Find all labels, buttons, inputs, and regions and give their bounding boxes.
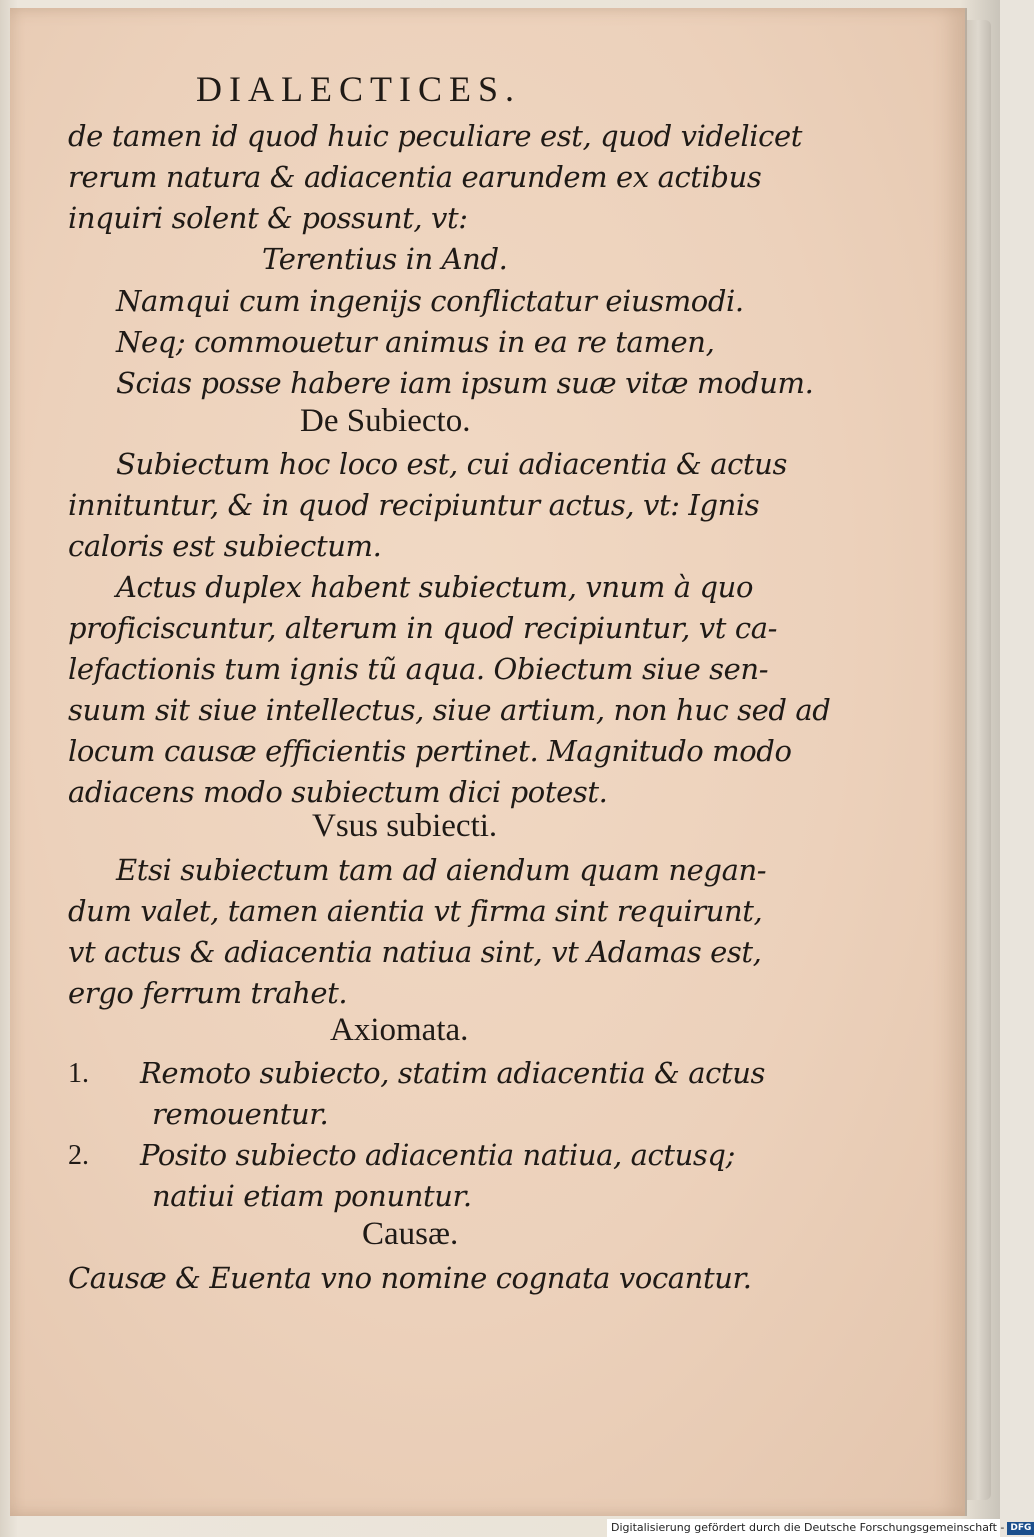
running-head: DIALECTICES. [196, 69, 521, 109]
section-heading-axiomata: Axiomata. [330, 1012, 469, 1048]
text-line: vt actus & adiacentia natiua sint, vt Adamas est, [68, 935, 762, 969]
text-line: ergo ferrum trahet. [68, 976, 348, 1010]
text-line: rerum natura & adiacentia earundem ex actibus [68, 160, 762, 194]
section-heading-de-subiecto: De Subiecto. [300, 403, 471, 439]
digitization-footer [607, 1519, 1032, 1537]
text-line: adiacens modo subiectum dici potest. [68, 775, 608, 809]
text-line: Subiectum hoc loco est, cui adiacentia & actus [116, 447, 787, 481]
verse-line: Neq; commouetur animus in ea re tamen, [116, 325, 715, 359]
text-line: caloris est subiectum. [68, 529, 382, 563]
section-heading-vsus-subiecti: Vsus subiecti. [312, 808, 498, 844]
text-line: inquiri solent & possunt, vt: [68, 201, 468, 235]
verse-line: Scias posse habere iam ipsum suæ vitæ modum. [116, 366, 814, 400]
axiom-line: natiui etiam ponuntur. [152, 1179, 472, 1213]
axiom-line: Remoto subiecto, statim adiacentia & actus [140, 1056, 766, 1090]
text-line: innituntur, & in quod recipiuntur actus, vt: Ignis [68, 488, 760, 522]
text-line: lefactionis tum ignis tũ aqua. Obiectum siue sen- [68, 652, 769, 686]
source-citation: Terentius in And. [262, 242, 508, 276]
text-line: proficiscuntur, alterum in quod recipiuntur, vt ca- [68, 611, 777, 645]
text-line: Etsi subiectum tam ad aiendum quam negan- [116, 853, 767, 887]
axiom-number: 1. [68, 1058, 89, 1089]
text-line: suum sit siue intellectus, siue artium, non huc sed ad [68, 693, 831, 727]
section-heading-causae: Causæ. [362, 1216, 459, 1252]
text-line: Actus duplex habent subiectum, vnum à quo [116, 570, 754, 604]
text-line: Causæ & Euenta vno nomine cognata vocantur. [68, 1261, 752, 1295]
axiom-line: remouentur. [152, 1097, 329, 1131]
axiom-line: Posito subiecto adiacentia natiua, actusq; [140, 1138, 735, 1172]
dfg-logo-icon: DFG [1007, 1522, 1034, 1535]
footer-text: Digitalisierung gefördert durch die Deutsche Forschungsgemeinschaft - [611, 1521, 1005, 1534]
axiom-number: 2. [68, 1140, 89, 1171]
text-line: dum valet, tamen aientia vt firma sint requirunt, [68, 894, 763, 928]
text-line: de tamen id quod huic peculiare est, quod videlicet [68, 119, 803, 153]
verse-line: Namqui cum ingenijs conflictatur eiusmodi. [116, 284, 744, 318]
text-line: locum causæ efficientis pertinet. Magnitudo modo [68, 734, 792, 768]
